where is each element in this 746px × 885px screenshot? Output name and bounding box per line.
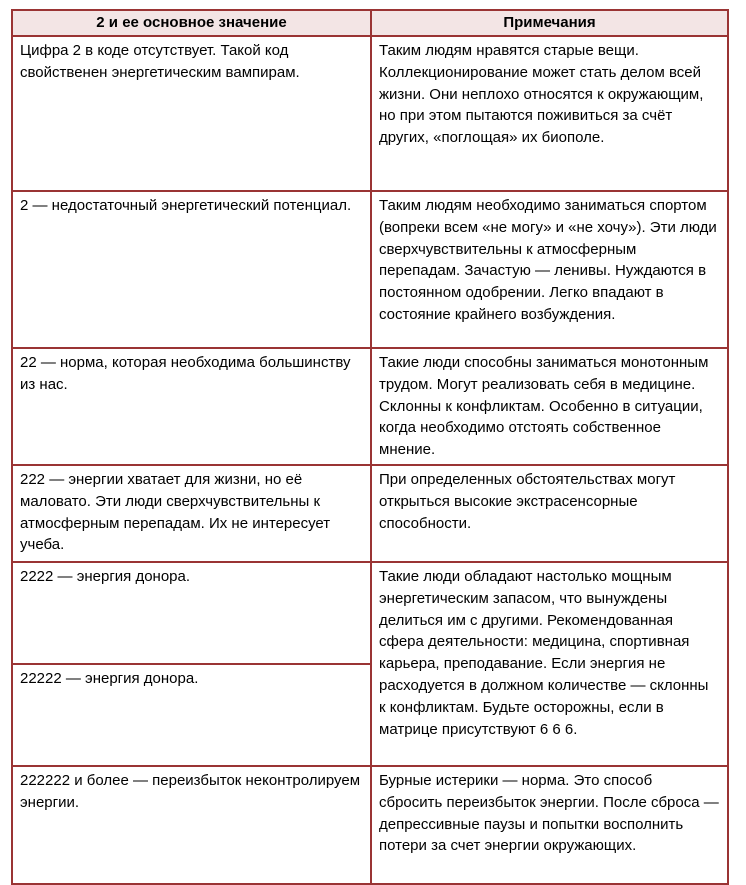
- header-meaning: 2 и ее основное значение: [12, 10, 371, 36]
- row-notes-cell: Таким людям необходимо заниматься спортом (вопреки всем «не могу» и «не хочу»). Эти люди сверхчувствительны к атмосферным перепадам. Зачастую — ленивы. Нуждаются в постоянном одобрении. Легко впадают в состояние крайнего возбуждения.: [371, 191, 728, 348]
- row-meaning-cell: 222 — энергии хватает для жизни, но её маловато. Эти люди сверхчувствительны к атмосферным перепадам. Их не интересует учеба.: [12, 465, 371, 562]
- numerology-table: [11, 9, 729, 885]
- row-meaning-cell: 22 — норма, которая необходима большинству из нас.: [12, 348, 371, 465]
- table-row: [12, 562, 728, 664]
- row-notes-cell: Такие люди обладают настолько мощным энергетическим запасом, что вынуждены делиться им с другими. Рекомендованная сфера деятельности: медицина, спортивная карьера, преподавание. Если энергия не расходуется в должном количестве — склонны к конфликтам. Будьте осторожны, если в матрице присутствуют 6 6 6.: [371, 562, 728, 766]
- row-notes-cell: Бурные истерики — норма. Это способ сбросить переизбыток энергии. После сброса — депрессивные паузы и попытки восполнить потери за счет энергии окружающих.: [371, 766, 728, 884]
- table-row: [12, 465, 728, 562]
- header-notes: Примечания: [371, 10, 728, 36]
- table-header-row: [12, 10, 728, 36]
- table-row: [12, 36, 728, 191]
- row-meaning-cell: 22222 — энергия донора.: [12, 664, 371, 766]
- row-notes-cell: Таким людям нравятся старые вещи. Коллекционирование может стать делом всей жизни. Они неплохо относятся к окружающим, но при этом пытаются поживиться за счёт других, «поглощая» их биополе.: [371, 36, 728, 191]
- row-notes-cell: Такие люди способны заниматься монотонным трудом. Могут реализовать себя в медицине. Склонны к конфликтам. Особенно в ситуации, когда необходимо отстоять собственное мнение.: [371, 348, 728, 465]
- row-meaning-cell: Цифра 2 в коде отсутствует. Такой код свойственен энергетическим вампирам.: [12, 36, 371, 191]
- row-meaning-cell: 222222 и более — переизбыток неконтролируем энергии.: [12, 766, 371, 884]
- row-notes-cell: При определенных обстоятельствах могут открыться высокие экстрасенсорные способности.: [371, 465, 728, 562]
- table-row: [12, 191, 728, 348]
- row-meaning-cell: 2 — недостаточный энергетический потенциал.: [12, 191, 371, 348]
- table-row: [12, 348, 728, 465]
- row-meaning-cell: 2222 — энергия донора.: [12, 562, 371, 664]
- table-row: [12, 766, 728, 884]
